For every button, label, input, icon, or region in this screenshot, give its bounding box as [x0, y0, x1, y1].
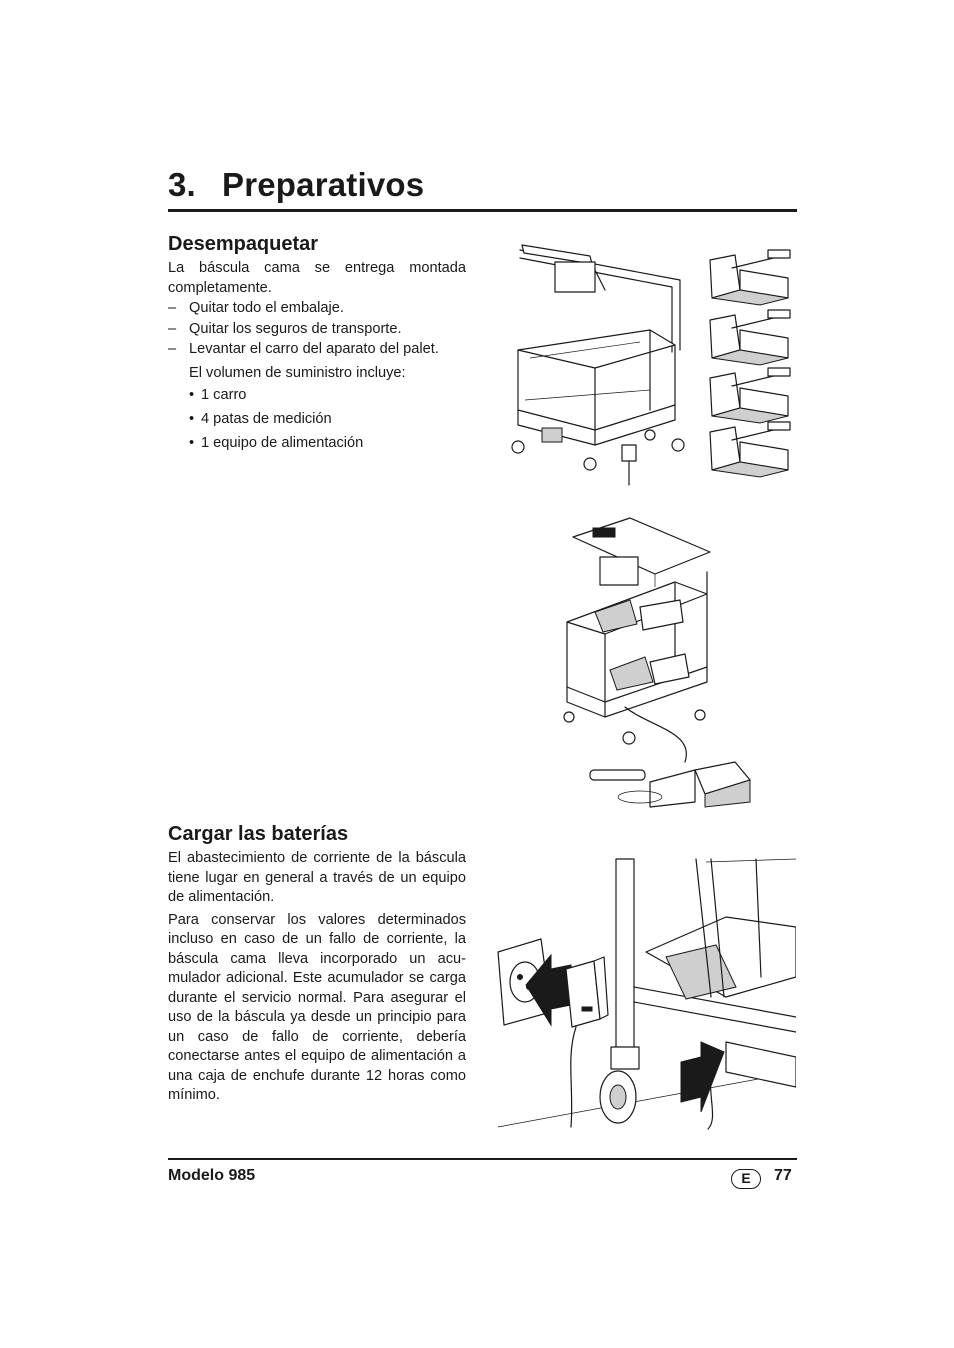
chapter-title-text: Preparativos [222, 166, 425, 203]
charge-section [168, 849, 466, 1106]
footer-model: Modelo 985 [168, 1167, 256, 1184]
cart-with-connected-foot-illustration [555, 512, 760, 810]
measuring-foot-3 [710, 368, 790, 423]
measuring-foot-2 [710, 310, 790, 365]
measuring-foot-4 [710, 422, 790, 477]
measuring-foot-1 [710, 250, 790, 305]
unpack-intro: La báscula cama se entrega montada completamente. [168, 260, 466, 296]
power-adapter [566, 957, 608, 1027]
chapter-number: 3. [168, 166, 196, 203]
chapter-title [168, 166, 424, 204]
title-rule [168, 209, 797, 212]
unpack-steps [168, 298, 466, 360]
list-item: • 4 patas de medición [189, 407, 466, 431]
supply-intro: El volumen de suministro incluye: [189, 364, 406, 381]
list-item: • 1 equipo de alimentación [189, 431, 466, 455]
cart-and-feet-illustration [500, 240, 800, 490]
unpack-section [168, 259, 466, 455]
page-number: 77 [774, 1167, 792, 1184]
power-supply-socket-illustration [496, 857, 796, 1132]
charge-paragraph-1: El abastecimiento de corriente de la báscula tiene lugar en general a través de un equipo de alimentación. [168, 850, 466, 905]
list-item: – Quitar todo el embalaje. [168, 298, 466, 319]
language-badge: E [731, 1169, 761, 1189]
list-item: – Quitar los seguros de transporte. [168, 319, 466, 340]
charge-paragraph-2: Para conservar los valores determinados incluso en caso de un fallo de corriente, la báscula cama lleva incorporado un acumulador adicional. Este acumulador se carga durante el servicio normal. Para asegurar el uso de la báscula ya desde un principio para un caso de fallo de corriente, debería conectarse antes el equipo de alimentación a una caja de enchufe durante 12 horas como mínimo. [168, 911, 466, 1103]
list-item: – Levantar el carro del aparato del palet. [168, 339, 466, 360]
footer-rule [168, 1158, 797, 1160]
unpack-heading: Desempaquetar [168, 233, 319, 255]
supply-list [168, 383, 466, 455]
list-item: • 1 carro [189, 383, 466, 407]
connected-measuring-foot [590, 762, 750, 807]
charge-heading: Cargar las baterías [168, 823, 349, 845]
arrow-icon [681, 1042, 724, 1112]
